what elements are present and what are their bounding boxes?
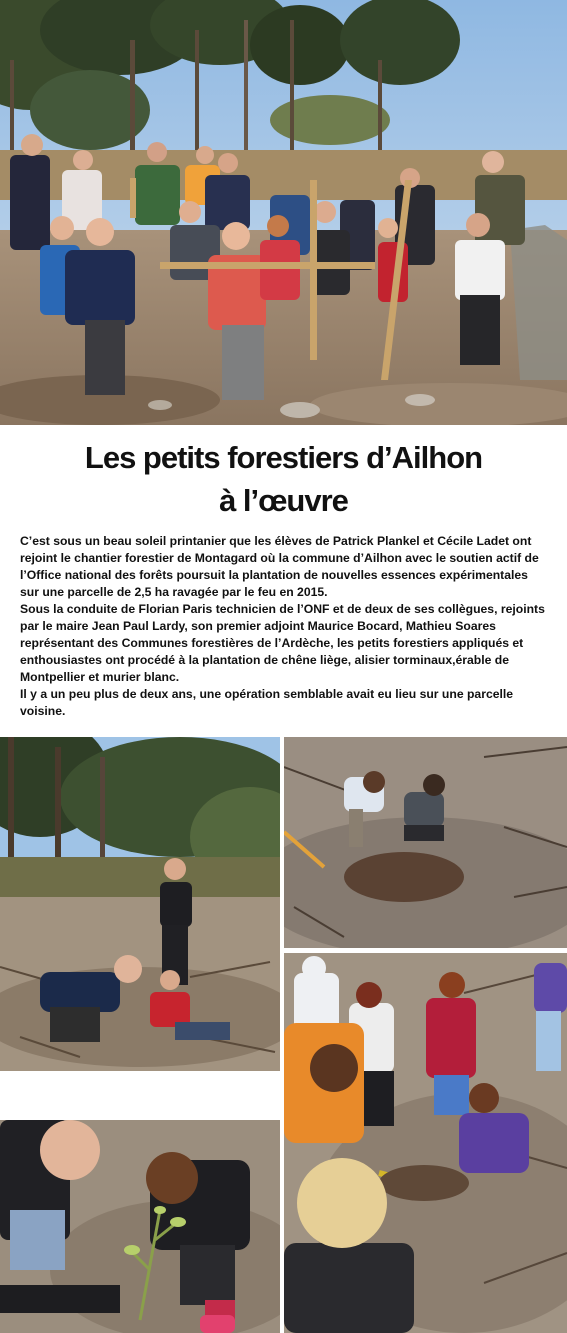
headline-line-1: Les petits forestiers d’Ailhon [84, 440, 483, 475]
article-paragraph: Sous la conduite de Florian Paris technicien de l’ONF et de deux de ses collègues, rejoints par le maire Jean Paul Lardy, son premier adjoint Maurice Bocard, Mathieu Soares représentant des Communes forestières de l’Ardèche, les petits forestiers appliqués et enthousiastes ont procédé à la plantation de chêne liège, alisier torminaux,érable de Montpellier et murier blanc. [20, 602, 545, 684]
article-body [20, 533, 546, 720]
photo-child-planting [0, 1120, 280, 1333]
article-paragraph: Il y a un peu plus de deux ans, une opération semblable avait eu lieu sur une parcelle voisine. [20, 687, 514, 718]
photo-children-saplings [284, 953, 567, 1333]
photo-planting-forest [0, 737, 280, 1071]
photo-children-digging [284, 737, 567, 948]
article-headline [0, 436, 567, 522]
article-paragraph: C’est sous un beau soleil printanier que les élèves de Patrick Plankel et Cécile Ladet ont rejoint le chantier forestier de Montagard où la commune d’Ailhon avec le soutien actif de l’Office national des forêts poursuit la plantation de nouvelles essences expérimentales sur une parcelle de 2,5 ha ravagée par le feu en 2015. [20, 534, 539, 599]
hero-group-photo [0, 0, 567, 425]
headline-line-2: à l’œuvre [219, 483, 348, 518]
